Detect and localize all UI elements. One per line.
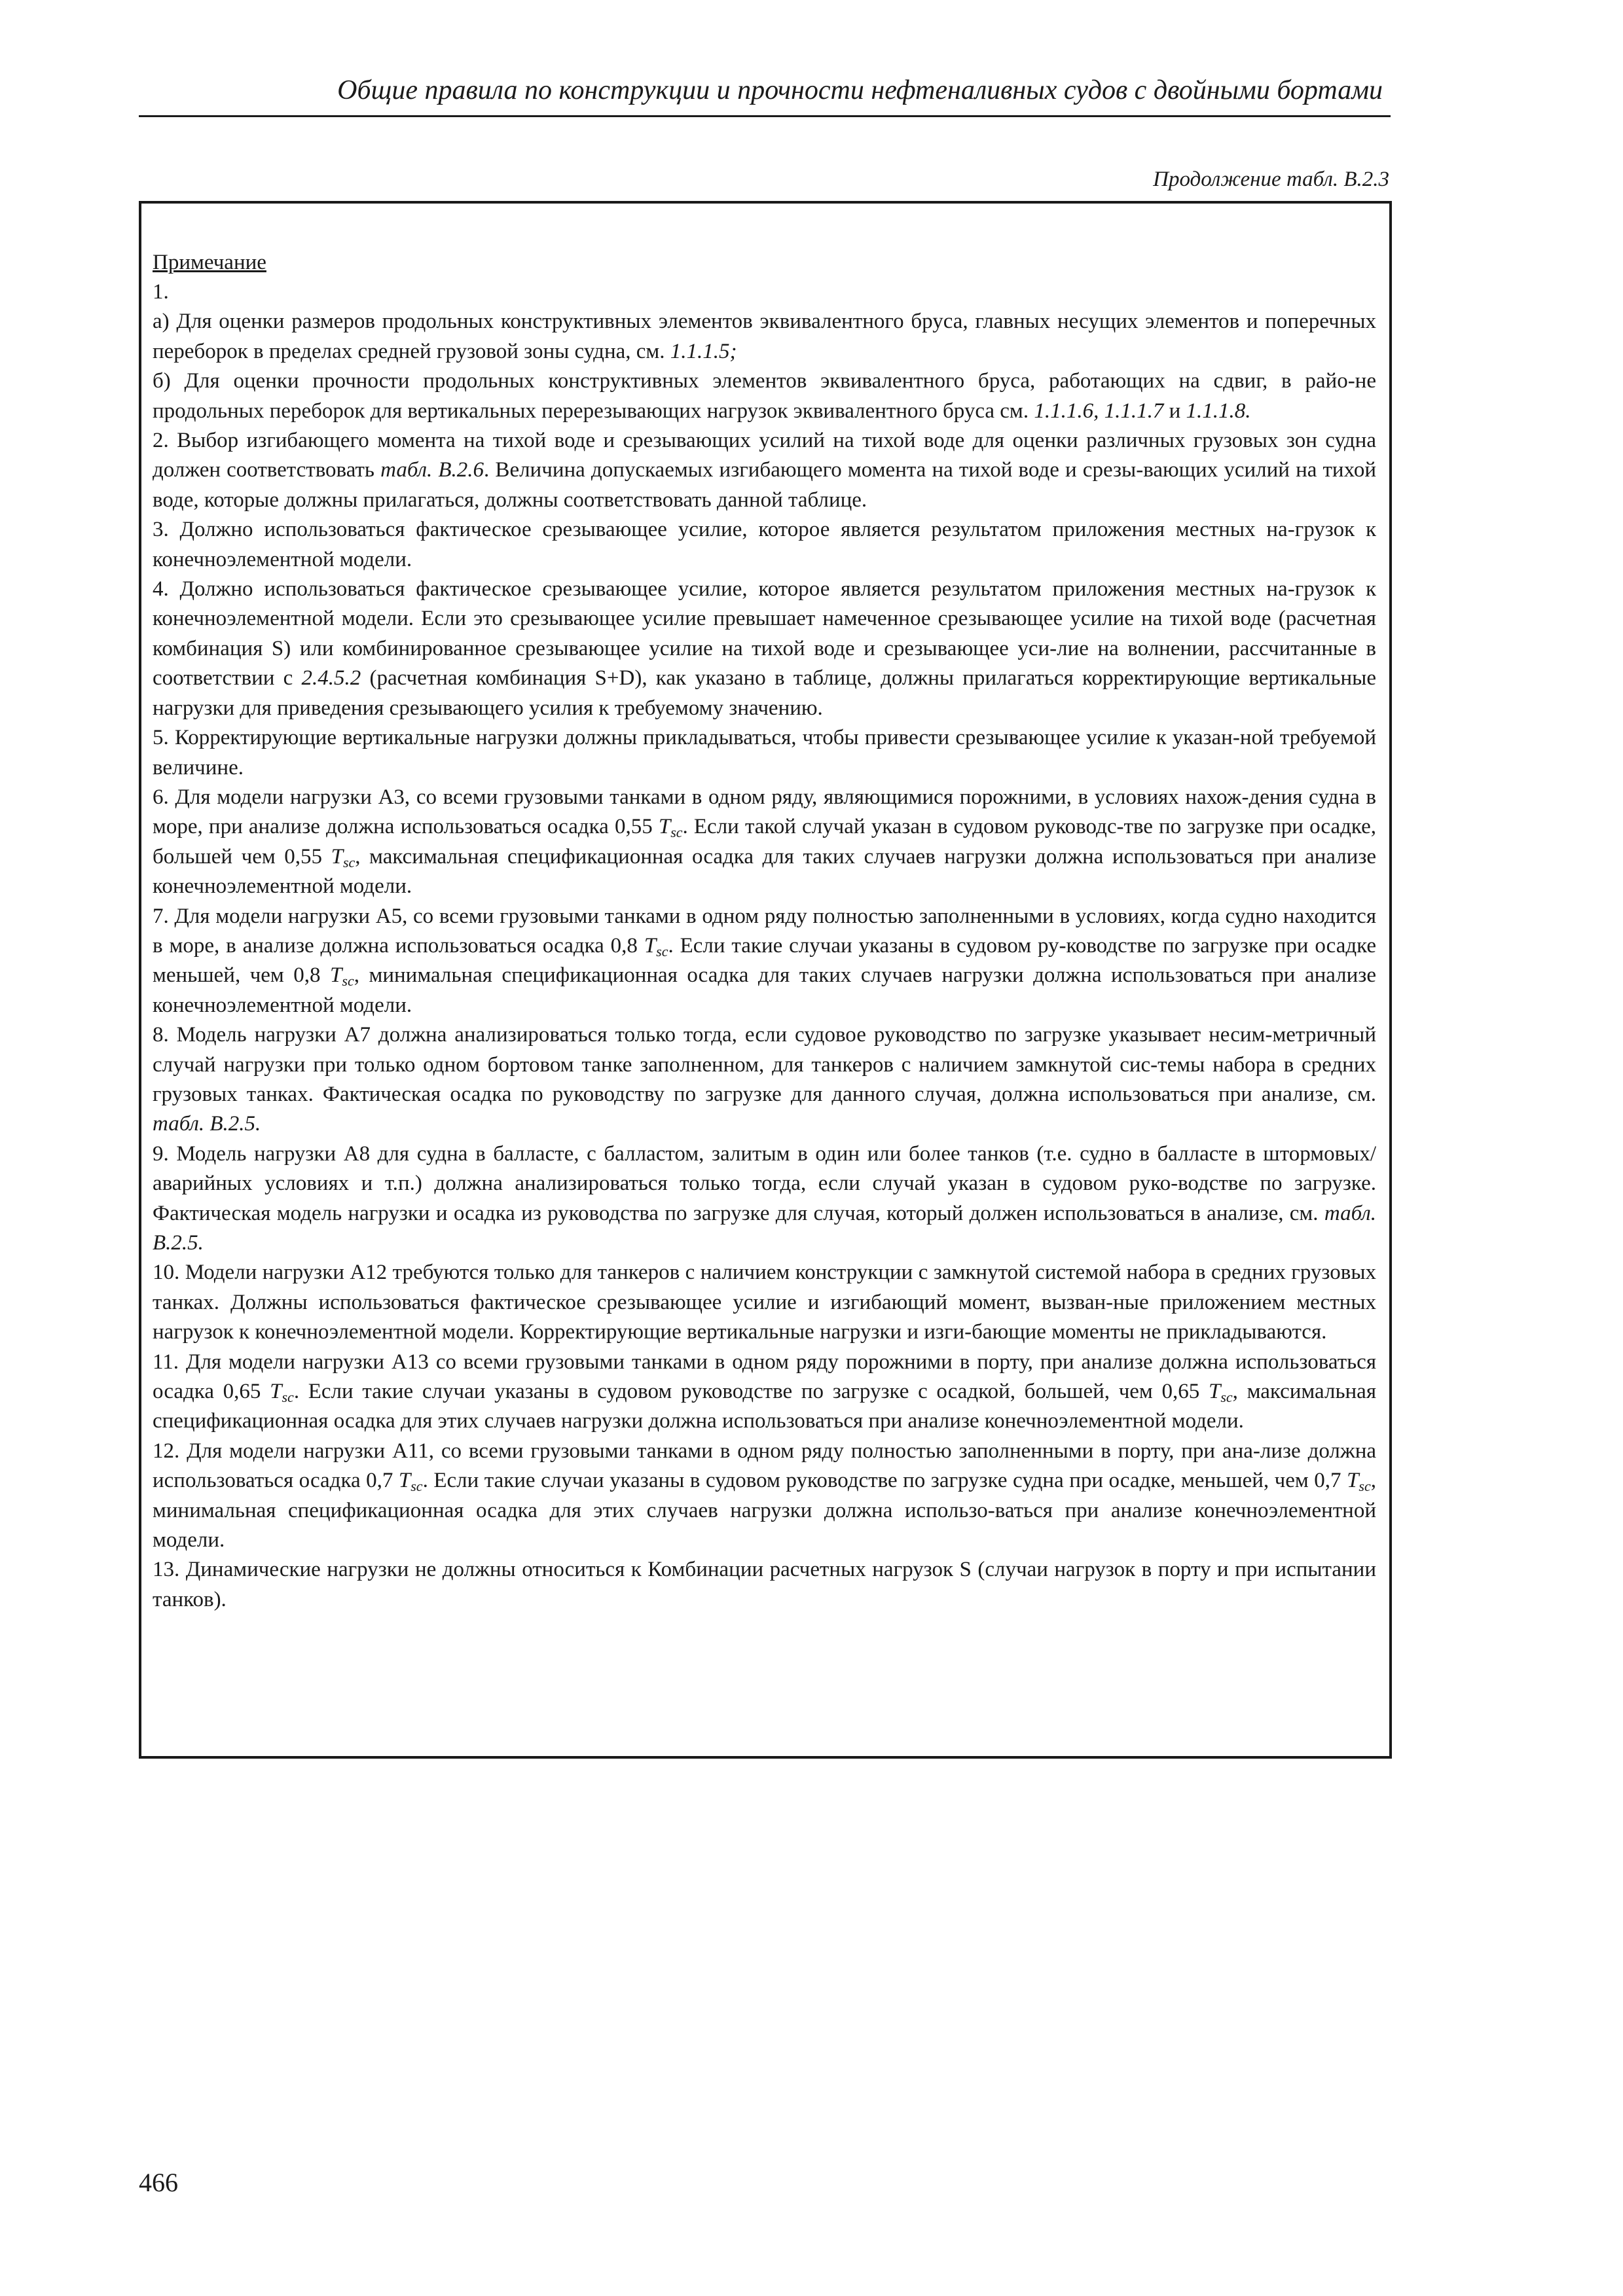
note-text: . Если такие случаи указаны в судовом руководстве по загрузке с осадкой, большей, чем 0,65 (293, 1380, 1209, 1404)
note-text: . Если такие случаи указаны в судовом руководстве по загрузке судна при осадке, меньшей, чем 0,7 (422, 1469, 1347, 1493)
note-item-2 (153, 426, 1376, 515)
note-text: , максимальная спецификационная осадка для этих случаев нагрузки должна использоваться при анализе конечноэлементной модели. (153, 1380, 1376, 1433)
header-divider (139, 115, 1391, 117)
note-title: Примечание (153, 251, 266, 274)
note-text: , максимальная спецификационная осадка для таких случаев нагрузки должна использоваться при анализе конечноэлементной модели. (153, 844, 1377, 899)
draft-symbol: $T_{sc}$ (270, 1380, 294, 1406)
note-text: а) Для оценки размеров продольных конструктивных элементов эквивалентного бруса, главных несущих элементов и поперечных переборок в пределах средней грузовой зоны судна, см. (153, 310, 1376, 363)
note-item-3: 3. Должно использоваться фактическое срезывающее усилие, которое является результатом приложения местных на-грузок к конечноэлементной модели. (153, 518, 1376, 571)
note-text: . Величина допускаемых изгибающего момента на тихой воде и срезы-вающих усилий на тихой воде, которые должны прилагаться, должны соответствовать данной таблице. (153, 458, 1376, 512)
note-text: . Если такие случаи указаны в судовом ру-ководстве по загрузке при осадке меньшей, чем 0,8 (153, 933, 1376, 988)
draft-symbol: $T_{sc}$ (1347, 1469, 1371, 1495)
note-text: , минимальная спецификационная осадка для этих случаев нагрузки должна использо-ваться при анализе конечноэлементной модели. (153, 1469, 1376, 1552)
note-item-13: 13. Динамические нагрузки не должны относиться к Комбинации расчетных нагрузок S (случаи нагрузок в порту и при испытании танков). (153, 1558, 1376, 1611)
note-item-12 (153, 1437, 1376, 1556)
table-continuation-caption: Продолжение табл. В.2.3 (1153, 168, 1389, 191)
draft-symbol: $T_{sc}$ (658, 815, 683, 841)
note-item-1b (153, 367, 1376, 426)
note-text: 6. Для модели нагрузки А3, со всеми грузовыми танками в одном ряду, являющимися порожними, в условиях нахож-дения судна в море, при анализе должна использоваться осадка 0,55 (153, 785, 1376, 839)
draft-symbol: $T_{sc}$ (330, 963, 354, 990)
note-item-4 (153, 575, 1376, 723)
note-text: 11. Для модели нагрузки А13 со всеми грузовыми танками в одном ряду порожними в порту, при анализе должна использоваться осадка 0,65 (153, 1350, 1376, 1404)
table-reference: табл. В.2.5. (153, 1201, 1376, 1255)
note-box (139, 201, 1392, 1759)
note-text: 9. Модель нагрузки А8 для судна в балласте, с балластом, залитым в один или более танков (т.е. судно в балласте в штормовых/аварийных условиях и т.п.) должна анализироваться только тогда, если случай указан в судовом руко-водстве по загрузке. Фактическая модель нагрузки и осадка из руководства по загрузке для случая, который должен использоваться в анализе, см. (153, 1141, 1376, 1225)
note-text: б) Для оценки прочности продольных конструктивных элементов эквивалентного бруса, работающих на сдвиг, в райо-не продольных переборок для вертикальных перерезывающих нагрузок эквивалентного бруса см. (153, 369, 1376, 423)
note-item-5: 5. Корректирующие вертикальные нагрузки должны прикладываться, чтобы привести срезывающее усилие к указан-ной требуемой величине. (153, 726, 1376, 780)
draft-symbol: $T_{sc}$ (644, 933, 668, 960)
note-text: 7. Для модели нагрузки А5, со всеми грузовыми танками в одном ряду полностью заполненными в условиях, когда судно находится в море, в анализе должна использоваться осадка 0,8 (153, 904, 1376, 958)
note-text: 12. Для модели нагрузки А11, со всеми грузовыми танками в одном ряду полностью заполненными в порту, при ана-лизе должна использоваться осадка 0,7 (153, 1439, 1376, 1493)
section-reference: 2.4.5.2 (301, 666, 361, 691)
note-text: (расчетная комбинация S+D), как указано в таблице, должны прилагаться корректирующие вертикальные нагрузки для приведения срезывающего усилия к требуемому значению. (153, 666, 1376, 720)
note-text: 8. Модель нагрузки А7 должна анализироваться только тогда, если судовое руководство по загрузке указывает несим-метричный случай нагрузки при только одном бортовом танке заполненном, для танкеров с наличием замкнутой сис-темы набора в средних грузовых танках. Фактическая осадка по руководству по загрузке для данного случая, должна использоваться при анализе, см. (153, 1023, 1376, 1106)
note-text: . Если такой случай указан в судовом руководс-тве по загрузке при осадке, большей чем 0,55 (153, 815, 1376, 869)
note-item-9 (153, 1139, 1376, 1259)
section-reference: 1.1.1.6, 1.1.1.7 (1034, 399, 1164, 423)
note-text: 2. Выбор изгибающего момента на тихой воде и срезывающих усилий на тихой воде для оценки различных грузовых зон судна должен соответствовать (153, 429, 1376, 482)
page-number: 466 (139, 2168, 178, 2197)
draft-symbol: $T_{sc}$ (1208, 1380, 1233, 1406)
note-item-1: 1. (153, 280, 169, 304)
section-reference: 1.1.1.5; (670, 339, 737, 363)
note-body (153, 278, 1376, 1615)
note-item-7 (153, 902, 1376, 1021)
note-item-10: 10. Модели нагрузки А12 требуются только для танкеров с наличием конструкции с замкнутой системой набора в средних грузовых танках. Должны использоваться фактическое срезывающее усилие и изгибающий момент, вызван-ные приложением местных нагрузок к конечноэлементной модели. Корректирующие вертикальные нагрузки и изги-бающие моменты не прикладываются. (153, 1261, 1376, 1344)
note-text: 4. Должно использоваться фактическое срезывающее усилие, которое является результатом приложения местных на-грузок к конечноэлементной модели. Если это срезывающее усилие превышает намеченное срезывающее усилие на тихой воде (расчетная комбинация S) или комбинированное срезывающее усилие на тихой воде и срезывающее уси-лие на волнении, рассчитанные в соответствии с (153, 577, 1376, 691)
note-item-6 (153, 783, 1376, 902)
section-reference: 1.1.1.8. (1186, 399, 1251, 423)
note-item-11 (153, 1348, 1376, 1437)
table-reference: табл. В.2.5. (153, 1112, 261, 1136)
table-reference: табл. В.2.6 (380, 458, 484, 482)
note-text: , минимальная спецификационная осадка для таких случаев нагрузки должна использоваться при анализе конечноэлементной модели. (153, 963, 1376, 1017)
note-item-1a (153, 307, 1376, 367)
running-header-title: Общие правила по конструкции и прочности нефтеналивных судов с двойными бортами (337, 75, 1383, 105)
note-item-8 (153, 1020, 1376, 1139)
draft-symbol: $T_{sc}$ (331, 844, 356, 870)
draft-symbol: $T_{sc}$ (398, 1469, 423, 1495)
note-text: и (1163, 399, 1186, 423)
